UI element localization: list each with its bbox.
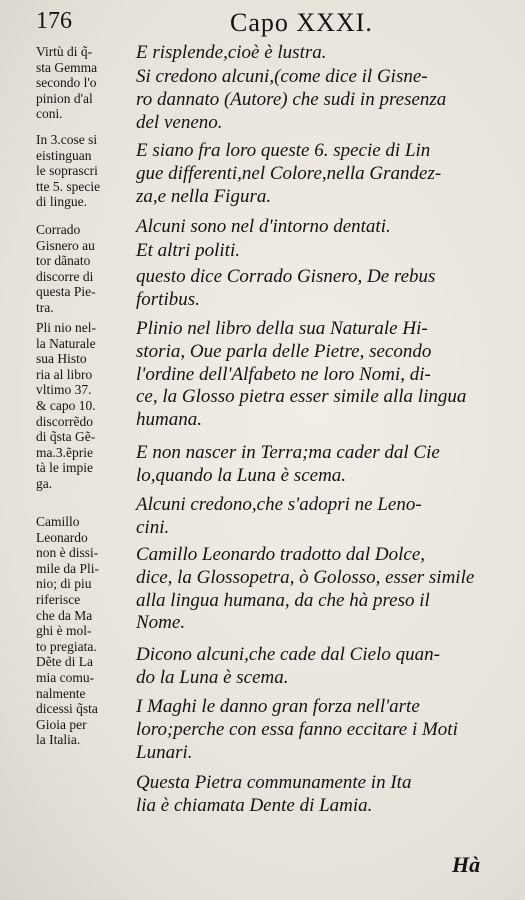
- note-line: non è dissi-: [36, 545, 99, 561]
- text-line: Alcuni credono,che s'adopri ne Leno-: [136, 494, 422, 515]
- note-line: ga.: [36, 475, 53, 491]
- text-line: E non nascer in Terra;ma cader dal Cie: [136, 442, 440, 463]
- margin-note: [36, 132, 136, 210]
- note-line: Corrado: [36, 222, 81, 237]
- paragraph: [136, 494, 521, 540]
- note-line: Gisnero au: [36, 237, 95, 253]
- text-line: E risplende,cioè è lustra.: [136, 42, 327, 63]
- text-line: za,e nella Figura.: [136, 185, 272, 207]
- note-line: tà le impie: [36, 460, 93, 476]
- note-line: la Italia.: [36, 732, 81, 748]
- note-line: tte 5. specie: [36, 178, 101, 194]
- chapter-title: Capo XXXI.: [230, 8, 373, 37]
- text-line: Si credono alcuni,(come dice il Gisne-: [136, 66, 428, 87]
- note-line: eistinguan: [36, 147, 92, 163]
- text-line: cini.: [136, 516, 170, 538]
- note-line: Virtù di q̃-: [36, 44, 93, 59]
- note-line: vltimo 37.: [36, 382, 92, 398]
- note-line: ma.3.ẽprie: [36, 444, 93, 460]
- note-line: nio; di piu: [36, 576, 92, 592]
- text-line: storia, Oue parla delle Pietre, secondo: [136, 340, 432, 362]
- text-line: del veneno.: [136, 111, 223, 133]
- note-line: Gioia per: [36, 716, 87, 732]
- margin-note: [36, 222, 136, 316]
- note-line: questa Pie-: [36, 284, 96, 300]
- paragraph: [136, 216, 521, 239]
- note-line: nalmente: [36, 685, 86, 701]
- paragraph: [136, 772, 521, 818]
- text-line: Lunari.: [136, 741, 193, 763]
- paragraph: [136, 42, 521, 65]
- paragraph: [136, 442, 521, 488]
- note-line: to pregiata.: [36, 638, 97, 654]
- note-line: mile da Pli-: [36, 560, 99, 576]
- paragraph: [136, 66, 521, 134]
- paragraph: [136, 240, 521, 263]
- note-line: Dẽte di La: [36, 654, 93, 670]
- text-line: Alcuni sono nel d'intorno dentati.: [136, 216, 391, 237]
- text-line: lo,quando la Luna è scema.: [136, 464, 347, 486]
- running-header: [36, 8, 456, 40]
- paragraph: [136, 318, 521, 432]
- text-line: ro dannato (Autore) che sudi in presenza: [136, 88, 447, 110]
- note-line: mia comu-: [36, 669, 95, 685]
- margin-note: [36, 320, 136, 492]
- text-line: dice, la Glossopetra, ò Golosso, esser simile: [136, 566, 475, 588]
- note-line: che da Ma: [36, 607, 93, 623]
- text-line: humana.: [136, 409, 202, 431]
- note-line: le soprascri: [36, 163, 98, 179]
- text-line: l'ordine dell'Alfabeto ne loro Nomi, di-: [136, 363, 431, 385]
- note-line: dicessi q̃sta: [36, 701, 98, 717]
- note-line: secondo l'o: [36, 75, 97, 91]
- note-line: la Naturale: [36, 335, 96, 351]
- text-line: Dicono alcuni,che cade dal Cielo quan-: [136, 644, 440, 665]
- note-line: Camillo: [36, 514, 80, 529]
- margin-note: [36, 514, 136, 748]
- note-line: Pli nio nel-: [36, 320, 96, 335]
- text-line: Et altri politi.: [136, 240, 240, 261]
- note-line: & capo 10.: [36, 397, 96, 413]
- note-line: sua Histo: [36, 351, 87, 367]
- text-line: alla lingua humana, da che hà preso il: [136, 589, 430, 611]
- text-line: questo dice Corrado Gisnero, De rebus: [136, 266, 436, 287]
- catchword: Hà: [452, 852, 481, 877]
- note-line: discorre di: [36, 268, 94, 284]
- note-line: riferisce: [36, 591, 81, 607]
- text-line: Questa Pietra communamente in Ita: [136, 772, 412, 793]
- page-number: 176: [36, 8, 72, 34]
- paragraph: [136, 266, 521, 312]
- note-line: sta Gemma: [36, 59, 98, 75]
- text-line: Plinio nel libro della sua Naturale Hi-: [136, 318, 428, 339]
- margin-note: [36, 44, 136, 122]
- paragraph: [136, 696, 521, 764]
- note-line: coni.: [36, 106, 63, 122]
- text-line: loro;perche con essa fanno eccitare i Moti: [136, 718, 458, 740]
- note-line: ghi è mol-: [36, 623, 92, 639]
- note-line: discorrẽdo: [36, 413, 93, 429]
- text-line: do la Luna è scema.: [136, 666, 289, 688]
- note-line: In 3.cose si: [36, 132, 98, 147]
- note-line: di lingue.: [36, 194, 87, 210]
- note-line: di q̃sta Gẽ-: [36, 429, 96, 445]
- paragraph: [136, 140, 521, 208]
- text-line: I Maghi le danno gran forza nell'arte: [136, 696, 420, 717]
- text-line: lia è chiamata Dente di Lamia.: [136, 794, 373, 816]
- text-line: Nome.: [136, 612, 186, 634]
- paragraph: [136, 644, 521, 690]
- note-line: ria al libro: [36, 366, 93, 382]
- note-line: Leonardo: [36, 529, 88, 545]
- paragraph: [136, 544, 521, 635]
- text-line: Camillo Leonardo tradotto dal Dolce,: [136, 544, 426, 565]
- text-line: E siano fra loro queste 6. specie di Lin: [136, 140, 431, 161]
- note-line: tra.: [36, 299, 54, 315]
- text-line: ce, la Glosso pietra esser simile alla lingua: [136, 386, 467, 408]
- text-line: fortibus.: [136, 288, 200, 310]
- text-line: gue differenti,nel Colore,nella Grandez-: [136, 162, 442, 184]
- note-line: pinion d'al: [36, 90, 93, 106]
- note-line: tor dãnato: [36, 253, 91, 269]
